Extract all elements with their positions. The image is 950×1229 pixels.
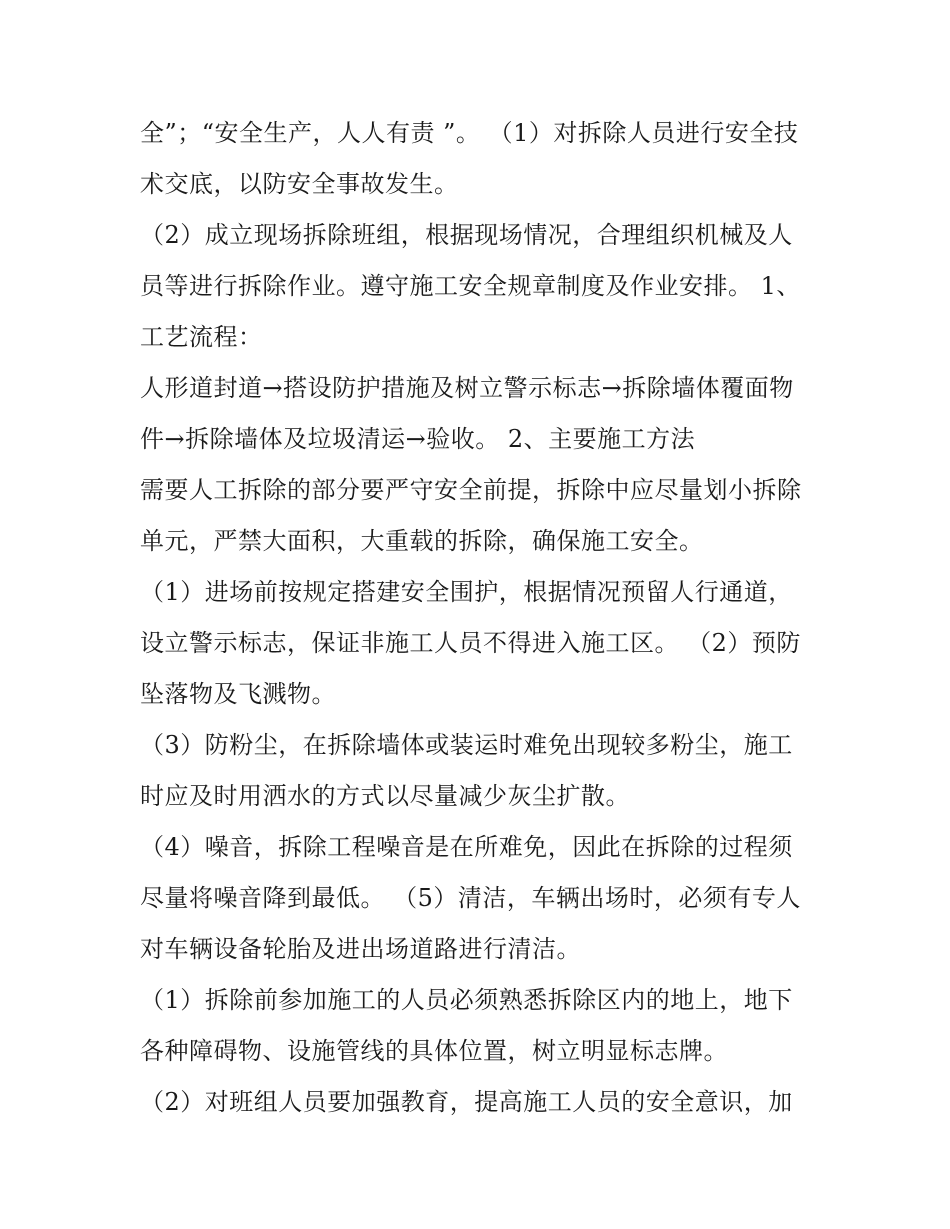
- text-line: 全”；“安全生产，人人有责 ”。 （1）对拆除人员进行安全技: [140, 119, 799, 147]
- text-line: （1）进场前按规定搭建安全围护，根据情况预留人行通道，: [140, 578, 793, 606]
- text-line: （3）防粉尘，在拆除墙体或装运时难免出现较多粉尘，施工: [140, 731, 793, 759]
- text-line: 人形道封道→搭设防护措施及树立警示标志→拆除墙体覆面物: [140, 374, 794, 402]
- text-line: 尽量将噪音降到最低。 （5）清洁，车辆出场时，必须有专人: [140, 884, 801, 912]
- text-line: 工艺流程：: [140, 323, 263, 351]
- text-line: 员等进行拆除作业。遵守施工安全规章制度及作业安排。 1、: [140, 272, 801, 300]
- text-line: （1）拆除前参加施工的人员必须熟悉拆除区内的地上，地下: [140, 986, 793, 1014]
- text-line: （2）对班组人员要加强教育，提高施工人员的安全意识，加: [140, 1088, 793, 1116]
- text-line: 件→拆除墙体及垃圾清运→验收。 2、主要施工方法: [140, 425, 696, 453]
- text-line: 坠落物及飞溅物。: [140, 680, 336, 708]
- text-line: 各种障碍物、设施管线的具体位置，树立明显标志牌。: [140, 1037, 728, 1065]
- text-line: 时应及时用洒水的方式以尽量减少灰尘扩散。: [140, 782, 630, 810]
- text-line: （4）噪音，拆除工程噪音是在所难免，因此在拆除的过程须: [140, 833, 793, 861]
- text-line: 术交底，以防安全事故发生。: [140, 170, 459, 198]
- text-line: （2）成立现场拆除班组，根据现场情况，合理组织机械及人: [140, 221, 793, 249]
- document-body: [140, 108, 820, 1128]
- text-line: 设立警示标志，保证非施工人员不得进入施工区。 （2）预防: [140, 629, 801, 657]
- text-line: 单元，严禁大面积，大重载的拆除，确保施工安全。: [140, 527, 704, 555]
- text-line: 对车辆设备轮胎及进出场道路进行清洁。: [140, 935, 581, 963]
- text-line: 需要人工拆除的部分要严守安全前提，拆除中应尽量划小拆除: [140, 476, 802, 504]
